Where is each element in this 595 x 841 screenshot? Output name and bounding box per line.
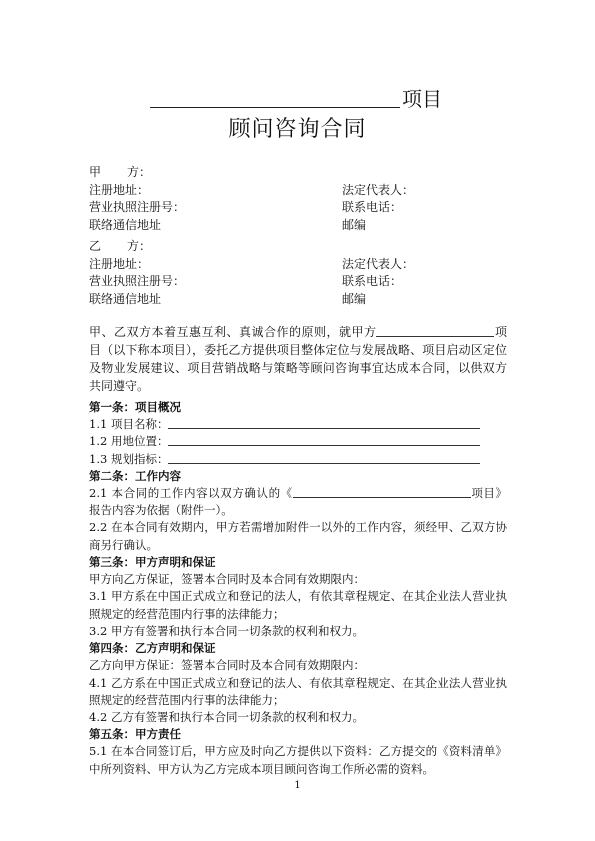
article-1-heading: 第一条：项目概况 bbox=[89, 400, 181, 414]
project-name-blank[interactable] bbox=[150, 87, 400, 108]
party-b-address-label: 注册地址： bbox=[89, 256, 150, 271]
item-text-part2: 项目》报告内容为依据（附件一）。 bbox=[89, 485, 507, 518]
project-name-field[interactable] bbox=[168, 417, 480, 429]
party-a-row-address bbox=[89, 182, 529, 200]
article-1-item-2 bbox=[89, 433, 507, 450]
article-3-lead: 甲方向乙方保证，签署本合同时及本合同有效期限内： bbox=[89, 572, 365, 587]
item-label: 1.1 项目名称： bbox=[89, 417, 169, 431]
page-number: 1 bbox=[294, 780, 301, 791]
article-4-heading: 第四条：乙方声明和保证 bbox=[89, 641, 216, 656]
contract-articles bbox=[89, 399, 507, 778]
party-b-row-contact bbox=[89, 291, 529, 309]
party-a-license-label: 营业执照注册号： bbox=[89, 200, 186, 214]
planning-indicators-field[interactable] bbox=[168, 452, 480, 464]
contract-title: 顾问咨询合同 bbox=[228, 117, 367, 142]
party-b-heading bbox=[89, 238, 529, 256]
item-label: 1.3 规划指标： bbox=[89, 451, 169, 466]
article-2-item-2: 2.2 在本合同有效期内，甲方若需增加附件一以外的工作内容，须经甲、乙双方协商另行确认。 bbox=[89, 520, 507, 552]
article-1-item-1 bbox=[89, 416, 507, 433]
party-a-rep-label: 法定代表人： bbox=[342, 182, 415, 197]
article-2-heading: 第二条：工作内容 bbox=[89, 468, 181, 483]
party-a-postcode-label: 邮编 bbox=[342, 217, 367, 232]
party-a-row-license bbox=[89, 199, 529, 217]
party-b-contact-address-label: 联络通信地址 bbox=[89, 291, 162, 306]
party-b-phone-label: 联系电话： bbox=[342, 274, 403, 288]
article-2-item-1 bbox=[89, 485, 507, 520]
article-4-lead: 乙方向甲方保证：签署本合同时及本合同有效期限内： bbox=[89, 658, 365, 673]
article-1-item-3 bbox=[89, 451, 507, 468]
party-b-label-char2: 方： bbox=[127, 239, 152, 253]
article-5-heading: 第五条：甲方责任 bbox=[89, 727, 181, 742]
party-b-postcode-label: 邮编 bbox=[342, 291, 367, 306]
article-3-heading: 第三条：甲方声明和保证 bbox=[89, 555, 216, 570]
party-b-block bbox=[89, 238, 529, 308]
party-b-row-address bbox=[89, 256, 529, 274]
title-project-suffix: 项目 bbox=[402, 87, 442, 111]
intro-text-part2: 项目（以下称本项目），委托乙方提供项目整体定位与发展战略、项目启动区定位及物业发展建议、项目营销战略与策略等顾问咨询事宜达成本合同，以供双方共同遵守。 bbox=[89, 325, 507, 393]
party-a-label-char1: 甲 bbox=[89, 165, 102, 179]
land-location-field[interactable] bbox=[168, 434, 480, 446]
contract-title-line bbox=[150, 86, 450, 112]
item-text-part1: 2.1 本合同的工作内容以双方确认的《 bbox=[89, 485, 293, 500]
intro-paragraph bbox=[89, 323, 507, 395]
report-name-field[interactable] bbox=[293, 486, 471, 498]
party-a-row-contact bbox=[89, 217, 529, 235]
party-a-heading bbox=[89, 164, 529, 182]
party-a-block bbox=[89, 164, 529, 234]
party-a-label-char2: 方： bbox=[127, 165, 152, 179]
party-a-address-label: 注册地址： bbox=[89, 182, 150, 197]
intro-project-blank[interactable] bbox=[376, 324, 494, 337]
party-b-license-label: 营业执照注册号： bbox=[89, 274, 186, 288]
article-3-item-1: 3.1 甲方系在中国正式成立和登记的法人，有依其章程规定、在其企业法人营业执照规定的经营范围内行事的法律能力； bbox=[89, 589, 507, 621]
party-b-rep-label: 法定代表人： bbox=[342, 256, 415, 271]
party-a-phone-label: 联系电话： bbox=[342, 200, 403, 214]
article-3-item-2: 3.2 甲方有签署和执行本合同一切条款的权利和权力。 bbox=[89, 623, 364, 638]
party-b-row-license bbox=[89, 273, 529, 291]
article-4-item-1: 4.1 乙方系在中国正式成立和登记的法人、有依其章程规定、在其企业法人营业执照规定的经营范围内行事的法律能力； bbox=[89, 675, 507, 707]
item-label: 1.2 用地位置： bbox=[89, 434, 169, 449]
party-b-label-char1: 乙 bbox=[89, 239, 102, 253]
intro-text-part1: 甲、乙双方本着互惠互利、真诚合作的原则，就甲方 bbox=[89, 325, 377, 339]
party-a-contact-address-label: 联络通信地址 bbox=[89, 217, 162, 232]
article-4-item-2: 4.2 乙方有签署和执行本合同一切条款的权利和权力。 bbox=[89, 710, 364, 725]
article-5-item-1: 5.1 在本合同签订后，甲方应及时向乙方提供以下资料：乙方提交的《资料清单》中所列资料、甲方认为乙方完成本项目顾问咨询工作所必需的资料。 bbox=[89, 744, 507, 776]
